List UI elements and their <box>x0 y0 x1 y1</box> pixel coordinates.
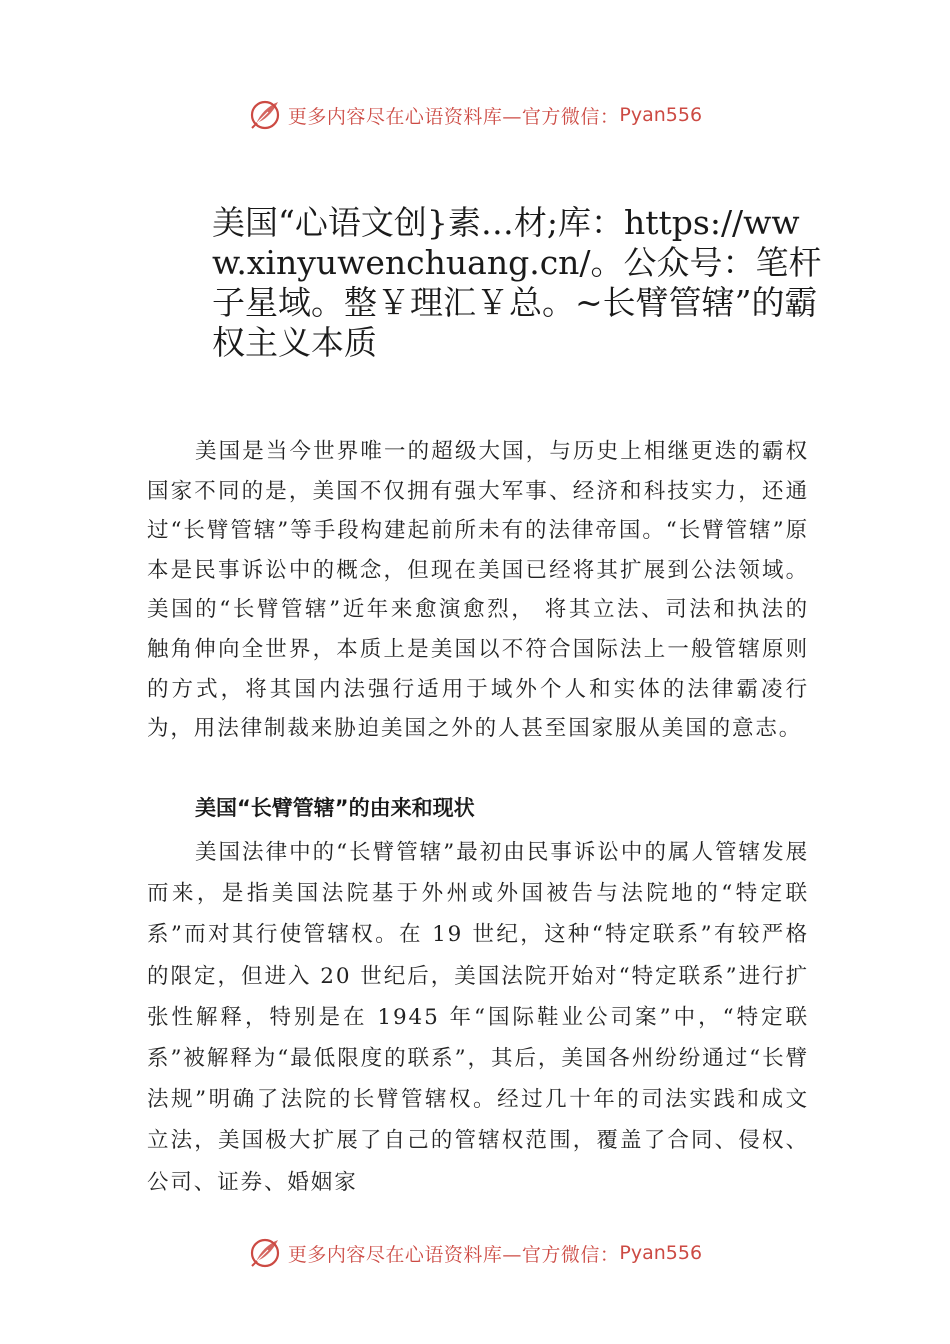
header-banner <box>0 93 950 137</box>
section-heading: 美国“长臂管辖”的由来和现状 <box>195 796 475 820</box>
banner-wechat-id: Pyan556 <box>619 104 703 126</box>
paragraph-intro: 美国是当今世界唯一的超级大国，与历史上相继更迭的霸权国家不同的是，美国不仅拥有强大军事、经济和科技实力，还通过“长臂管辖”等手段构建起前所未有的法律帝国。“长臂管辖”原本是民事诉讼中的概念，但现在美国已经将其扩展到公法领域。美国的“长臂管辖”近年来愈演愈烈， 将其立法、司法和执法的触角伸向全世界，本质上是美国以不符合国际法上一般管辖原则的方式，将其国内法强行适用于域外个人和实体的法律霸凌行为，用法律制裁来胁迫美国之外的人甚至国家服从美国的意志。 <box>147 439 809 742</box>
banner-wechat-id: Pyan556 <box>619 1242 703 1264</box>
paragraph-origin: 美国法律中的“长臂管辖”最初由民事诉讼中的属人管辖发展而来，是指美国法院基于外州或外国被告与法院地的“特定联系”而对其行使管辖权。在 19 世纪，这种“特定联系”有较严格的限定，但进入 20 世纪后，美国法院开始对“特定联系”进行扩张性解释，特别是在 1945 年“国际鞋业公司案”中，“特定联系”被解释为“最低限度的联系”，其后，美国各州纷纷通过“长臂法规”明确了法院的长臂管辖权。经过几十年的司法实践和成文立法，美国极大扩展了自己的管辖权范围，覆盖了合同、侵权、公司、证券、婚姻家 <box>147 840 809 1195</box>
quill-pen-logo-icon <box>248 98 282 132</box>
quill-pen-logo-icon <box>248 1236 282 1270</box>
article-title: 美国“心语文创}素…材;库：https://www.xinyuwenchuang.cn/。公众号：笔杆子星域。整￥理汇￥总。~长臂管辖”的霸权主义本质 <box>212 203 822 362</box>
banner-text: 更多内容尽在心语资料库—官方微信： <box>287 105 620 128</box>
banner-text: 更多内容尽在心语资料库—官方微信： <box>287 1243 620 1266</box>
footer-banner <box>0 1231 950 1275</box>
